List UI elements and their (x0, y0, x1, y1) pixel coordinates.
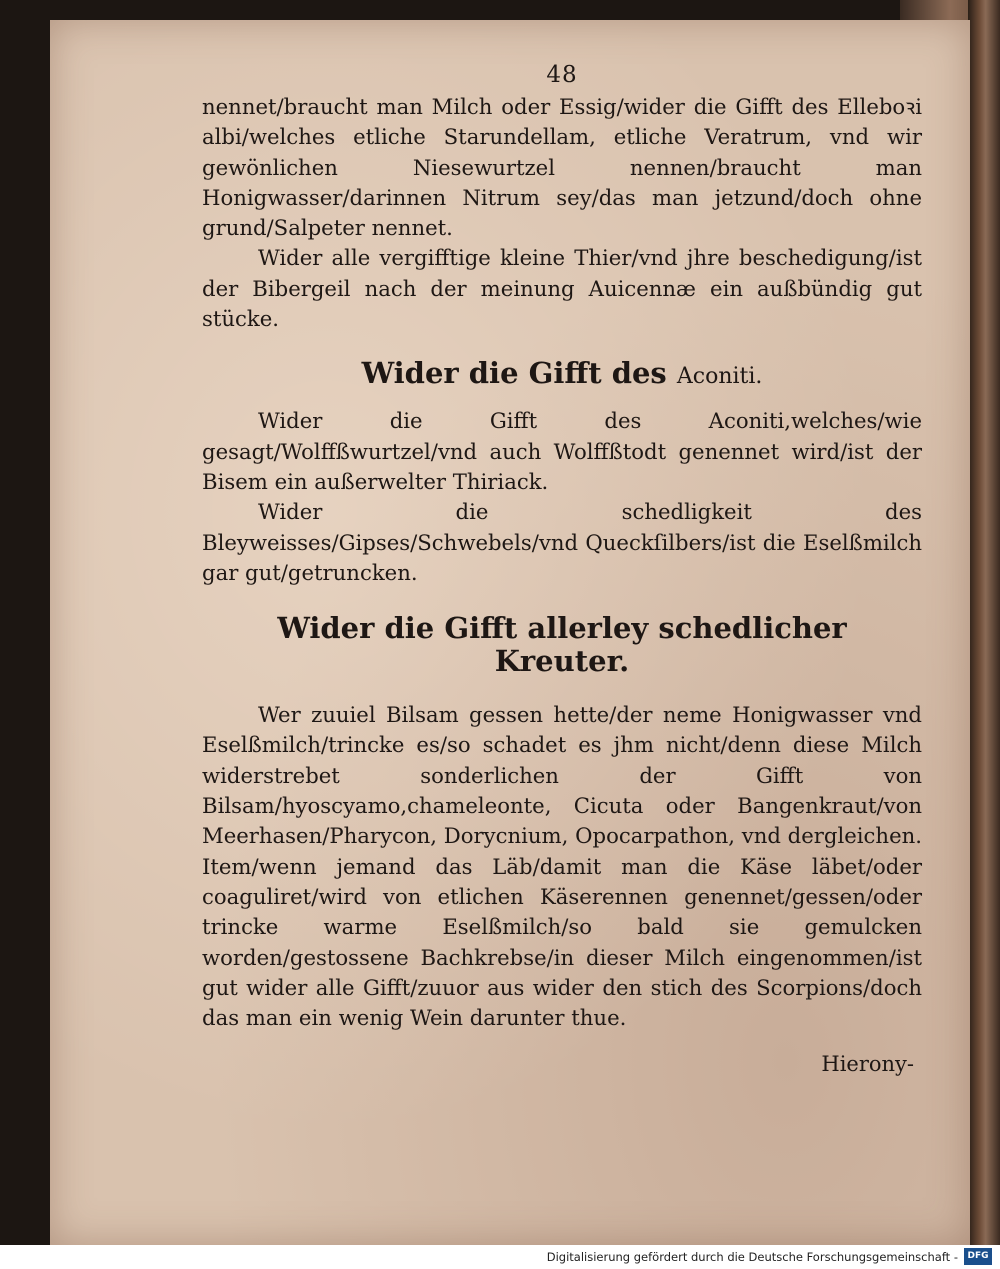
footer-bar (0, 1245, 1000, 1269)
heading-aconiti-latin: Aconiti. (676, 364, 763, 390)
paragraph-5: Wer zuuiel Bilsam gessen hette/der neme Honigwasser vnd Eselßmilch/trincke es/so schadet es jhm nicht/denn diese Milch widerstrebet sonderlichen der Gifft von Bilsam/hyoscyamo,chameleonte, Cicuta oder Bangenkraut/von Meerhasen/Pharycon, Dorycnium, Opocarpathon, vnd dergleichen. Item/wenn jemand das Läb/damit man die Käse läbet/oder coaguliret/wird von etlichen Käserennen genennet/gessen/oder trincke warme Eselßmilch/so bald sie gemulcken worden/gestossene Bachkrebse/in dieser Milch eingenommen/ist gut wider alle Gifft/zuuor aus wider den stich des Scorpions/doch das man ein wenig Wein darunter thue. (202, 702, 922, 1031)
heading-aconiti-main: Wider die Gifft des (361, 356, 667, 391)
heading-kreuter-line2: Kreuter. (494, 644, 630, 679)
paragraph-4: Wider die schedligkeit des Bleyweisses/Gipses/Schwebels/vnd Queckſilbers/ist die Eselßmilch gar gut/getruncken. (202, 499, 922, 585)
page-number: 48 (546, 62, 578, 88)
book-spine-edge (968, 0, 1000, 1245)
dfg-logo: DFG (964, 1248, 992, 1265)
heading-kreuter (202, 612, 922, 678)
heading-kreuter-line1: Wider die Gifft allerley schedlicher (277, 611, 847, 646)
funding-credit: Digitalisierung gefördert durch die Deutsche Forschungsgemeinschaft - (546, 1250, 958, 1264)
paragraph-1: nennet/braucht man Milch oder Essig/wider die Gifft des Elleboꝛi albi/welches etliche Starundellam, etliche Veratrum, vnd wir gewönlichen Niesewurtzel nennen/braucht man Honigwasser/darinnen Nitrum sey/das man jetzund/doch ohne grund/Salpeter nennet. (202, 94, 922, 241)
paragraph-3: Wider die Gifft des Aconiti,welches/wie gesagt/Wolffßwurtzel/vnd auch Wolffßtodt genennet wird/ist der Bisem ein außerwelter Thiriack. (202, 408, 922, 494)
heading-aconiti (202, 356, 922, 390)
paragraph-2: Wider alle vergifftige kleine Thier/vnd jhre beschedigung/ist der Bibergeil nach der meinung Auicennæ ein außbündig gut stücke. (202, 245, 922, 332)
page-content (202, 62, 922, 1033)
catchword: Hierony- (821, 1052, 914, 1076)
